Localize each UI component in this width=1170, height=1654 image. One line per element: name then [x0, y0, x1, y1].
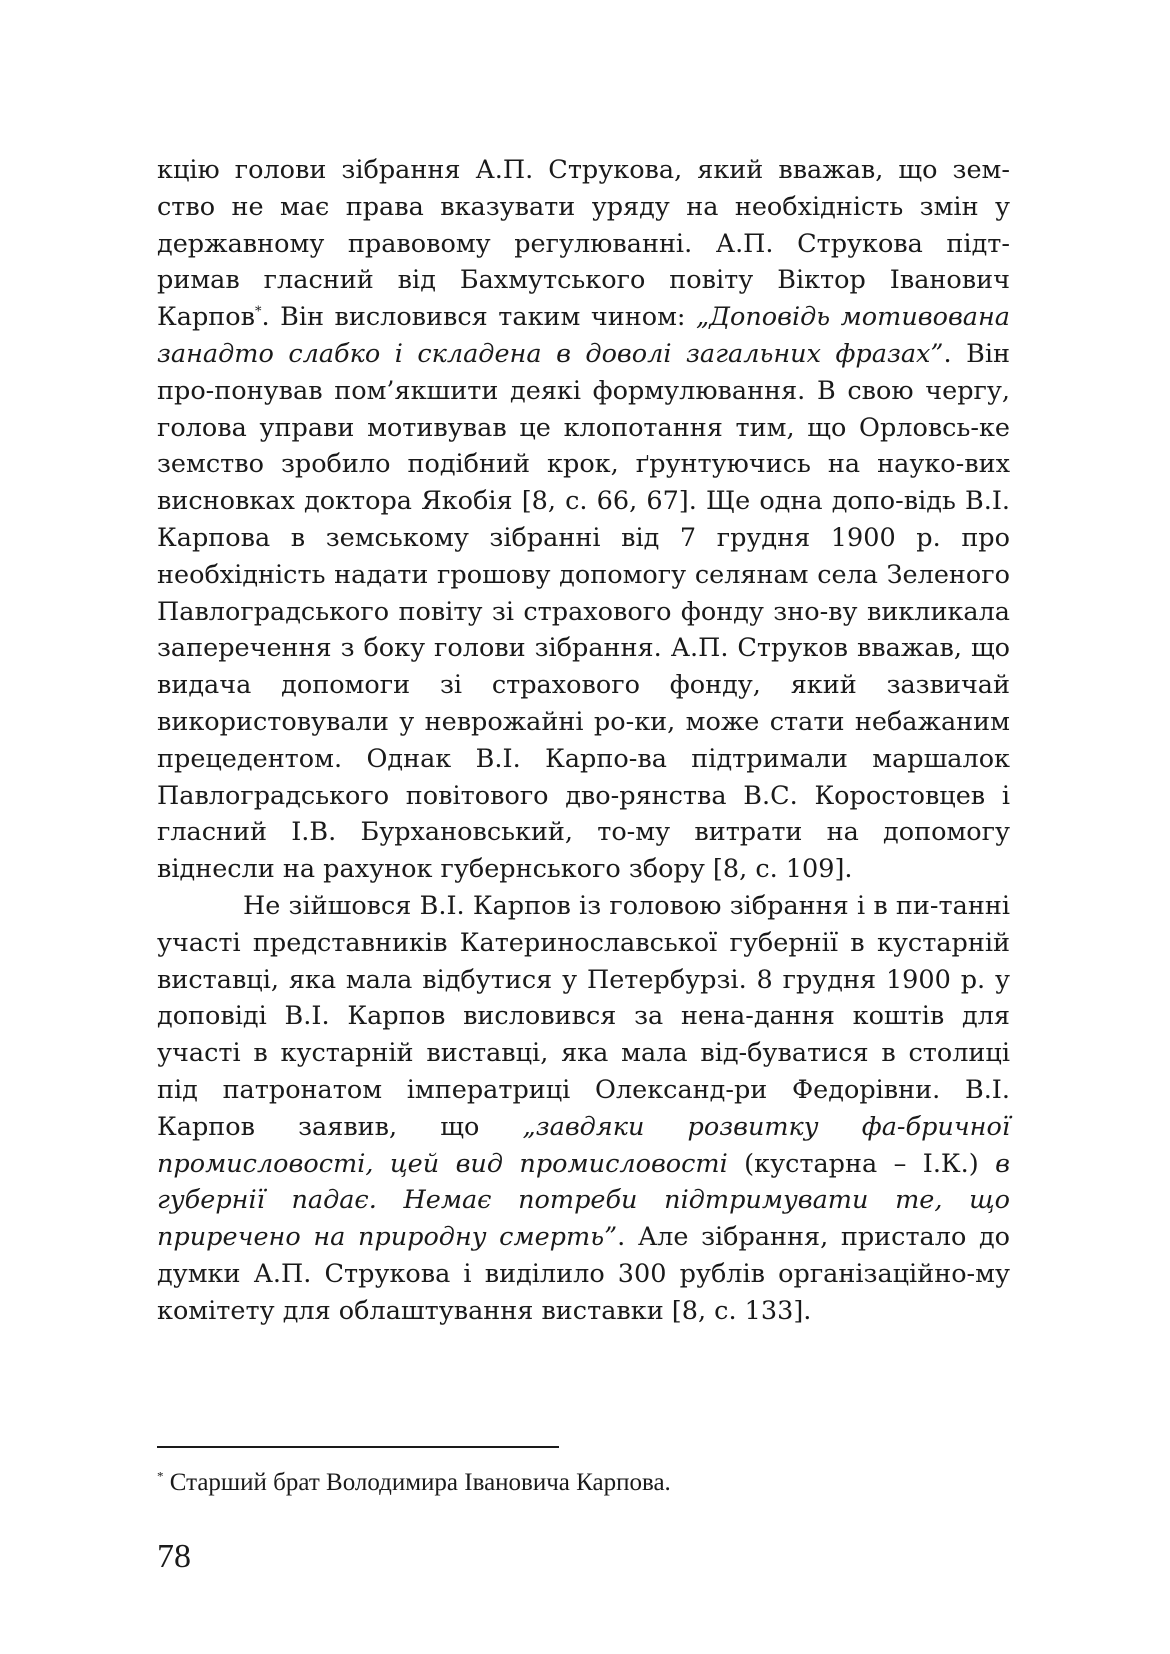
footnote-reference-mark[interactable]: *	[254, 304, 262, 320]
paragraph-2-text-2: . Але зібрання, пристало до думки А.П. Струкова і виділило 300 рублів організаційно-му комітету для облаштування виставки [8, с. 133].	[157, 1222, 1010, 1326]
paragraph-2-text-1: Не зійшовся В.І. Карпов із головою зібрання і в пи-танні участі представників Катеринославської губернії в кустарній виставці, яка мала відбутися у Петербурзі. 8 грудня 1900 р. у доповіді В.І. Карпов висловився за нена-дання коштів для участі в кустарній виставці, яка мала від-буватися в столиці під патронатом імператриці Олександ-ри Федорівни. В.І. Карпов заявив, що	[157, 890, 1010, 1142]
editorial-aside: (кустарна – І.К.)	[727, 1148, 996, 1179]
paragraph-1-text-2: . Він висловився таким чином:	[261, 302, 697, 333]
paragraph-1	[157, 152, 1010, 888]
footnote-separator	[157, 1446, 559, 1448]
footnote	[157, 1468, 1010, 1498]
quote-italic: „Доповідь мотивована занадто слабко і складена в доволі загальних фразах”	[157, 302, 1010, 369]
paragraph-1-text-1: кцію голови зібрання А.П. Струкова, який вважав, що зем-ство не має права вказувати уряду на необхідність змін у державному правовому регулюванні. А.П. Струкова підт-римав гласний від Бахмутського повіту Віктор Іванович Карпов	[157, 155, 1010, 333]
quote-italic-1: „завдяки розвитку фа-бричної промисловості, цей вид промисловості	[157, 1111, 1010, 1179]
page-number: 78	[157, 1538, 191, 1575]
page-body	[157, 152, 1010, 1330]
footnote-mark: *	[157, 1468, 164, 1484]
footnote-text: Старший брат Володимира Івановича Карпова.	[163, 1469, 671, 1496]
quote-italic-2: в губернії падає. Немає потреби підтримувати те, що приречено на природну смерть”	[157, 1148, 1010, 1253]
paragraph-2	[157, 888, 1010, 1330]
paragraph-1-text-3: . Він про-понував пом’якшити деякі формулювання. В свою чергу, голова управи мотивував це клопотання тим, що Орловсь-ке земство зробило подібний крок, ґрунтуючись на науко-вих висновках доктора Якобія [8, с. 66, 67]. Ще одна допо-відь В.І. Карпова в земському зібранні від 7 грудня 1900 р. про необхідність надати грошову допомогу селянам села Зеленого Павлоградського повіту зі страхового фонду зно-ву викликала заперечення з боку голови зібрання. А.П. Струков вважав, що видача допомоги зі страхового фонду, який зазвичай використовували у неврожайні ро-ки, може стати небажаним прецедентом. Однак В.І. Карпо-ва підтримали маршалок Павлоградського повітового дво-рянства В.С. Коростовцев і гласний І.В. Бурхановський, то-му витрати на допомогу віднесли на рахунок губернського збору [8, с. 109].	[157, 338, 1010, 885]
